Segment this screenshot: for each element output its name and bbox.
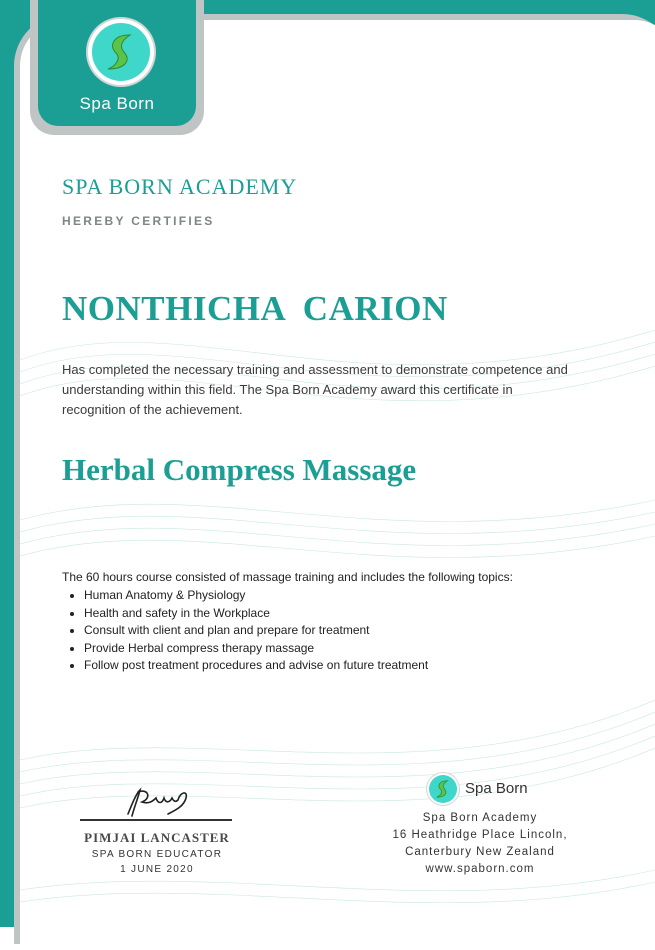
list-item: • Follow post treatment procedures and advise on future treatment <box>84 657 428 675</box>
course-title: Herbal Compress Massage <box>62 452 417 487</box>
signer-date: 1 JUNE 2020 <box>120 864 194 875</box>
footer-address <box>370 810 590 878</box>
list-item: • Consult with client and plan and prepare for treatment <box>84 622 428 640</box>
list-item: • Human Anatomy & Physiology <box>84 587 428 605</box>
signature-image <box>118 784 198 820</box>
signature-line <box>80 819 232 821</box>
spa-leaf-icon <box>429 775 457 803</box>
address-line: 16 Heathridge Place Lincoln, <box>392 829 568 841</box>
academy-name: SPA BORN ACADEMY <box>62 174 298 199</box>
signer-name: PIMJAI LANCASTER <box>84 830 230 845</box>
address-line: www.spaborn.com <box>425 863 535 875</box>
footer-logo <box>427 773 459 805</box>
topics-list <box>66 587 428 675</box>
list-item: • Provide Herbal compress therapy massage <box>84 640 428 658</box>
address-line: Spa Born Academy <box>422 812 538 824</box>
address-line: Canterbury New Zealand <box>405 846 555 858</box>
certifies-label: HEREBY CERTIFIES <box>62 214 215 228</box>
list-item: • Health and safety in the Workplace <box>84 605 428 623</box>
course-intro: The 60 hours course consisted of massage training and includes the following topics: <box>62 570 513 584</box>
certificate-statement: Has completed the necessary training and assessment to demonstrate competence and understanding within this field. The Spa Born Academy award this certificate in recognition of the achievement. <box>62 362 568 417</box>
recipient-name: NONTHICHA CARION <box>62 289 448 328</box>
footer-brand: Spa Born <box>465 780 528 797</box>
spa-leaf-icon <box>92 23 150 81</box>
logo-text: Spa Born <box>79 94 155 113</box>
logo-circle <box>88 19 154 85</box>
signer-role: SPA BORN EDUCATOR <box>91 849 223 860</box>
